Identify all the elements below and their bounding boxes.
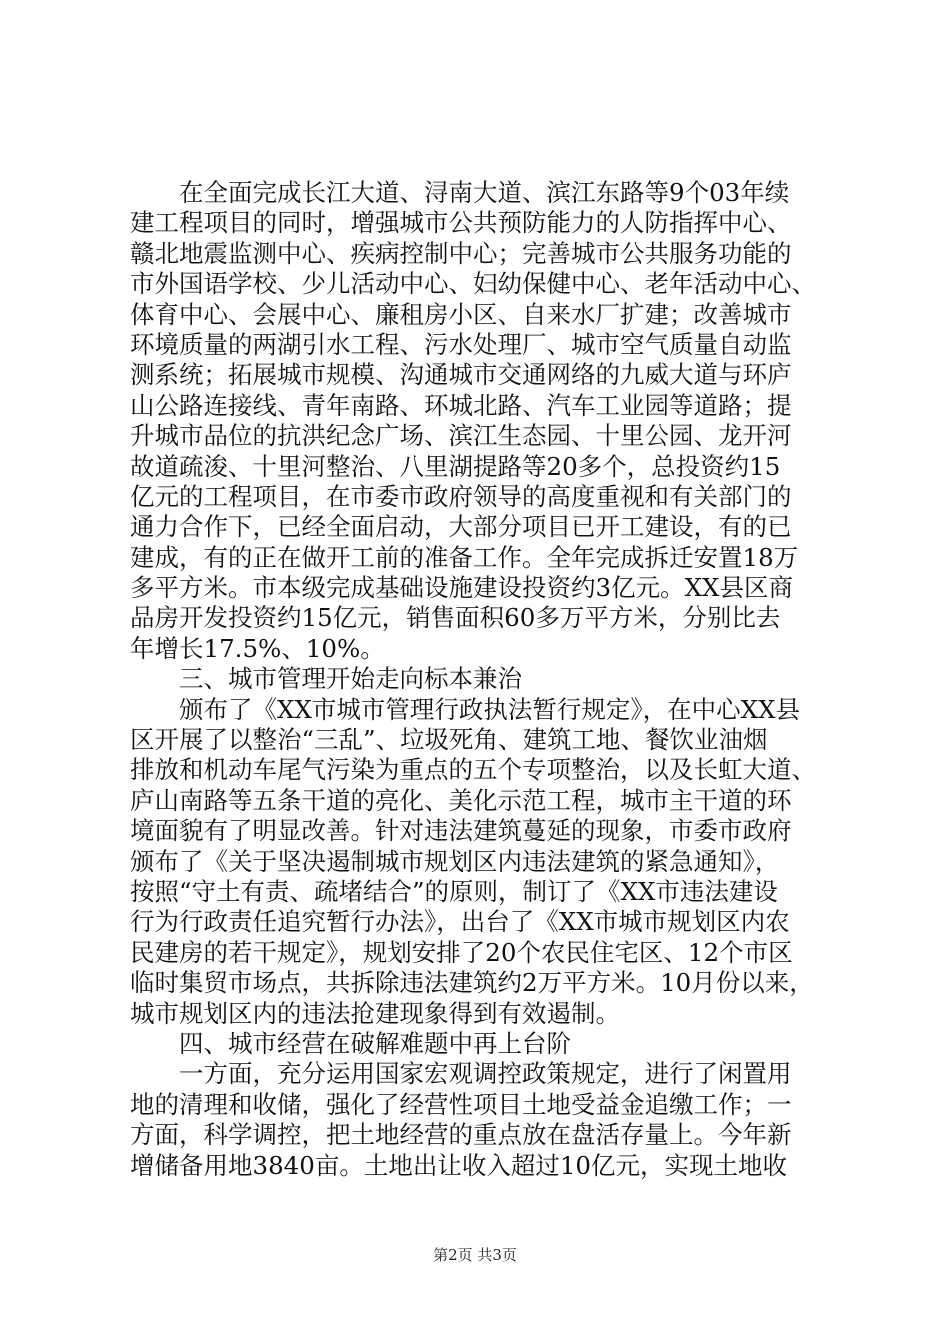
text-line: 增储备用地3840亩。土地出让收入超过10亿元，实现土地收: [130, 1150, 788, 1180]
text-line: 颁布了《XX市城市管理行政执法暂行规定》，在中心XX县: [130, 694, 801, 724]
text-line: 庐山南路等五条干道的亮化、美化示范工程，城市主干道的环: [130, 785, 792, 815]
text-line: 市外国语学校、少儿活动中心、妇幼保健中心、老年活动中心、: [130, 269, 816, 299]
text-line: 排放和机动车尾气污染为重点的五个专项整治，以及长虹大道、: [130, 755, 816, 785]
text-line: 行为行政责任追究暂行办法》，出台了《XX市城市规划区内农: [130, 907, 790, 937]
text-line: 故道疏浚、十里河整治、八里湖提路等20多个，总投资约15: [130, 451, 781, 481]
text-line: 亿元的工程项目，在市委市政府领导的高度重视和有关部门的: [130, 481, 792, 511]
text-line: 按照“守土有责、疏堵结合”的原则，制订了《XX市违法建设: [130, 876, 778, 906]
text-line: 地的清理和收储，强化了经营性项目土地受益金追缴工作；一: [130, 1089, 792, 1119]
text-line: 民建房的若干规定》，规划安排了20个农民住宅区、12个市区: [130, 937, 793, 967]
text-line: 山公路连接线、青年南路、环城北路、汽车工业园等道路；提: [130, 390, 792, 420]
text-line: 体育中心、会展中心、廉租房小区、自来水厂扩建；改善城市: [130, 299, 792, 329]
text-line: 品房开发投资约15亿元，销售面积60多万平方米，分别比去: [130, 603, 781, 633]
text-line: 环境质量的两湖引水工程、污水处理厂、城市空气质量自动监: [130, 329, 792, 359]
text-line: 四、城市经营在破解难题中再上台阶: [130, 1028, 571, 1058]
text-line: 测系统；拓展城市规模、沟通城市交通网络的九威大道与环庐: [130, 360, 792, 390]
text-line: 通力合作下，已经全面启动，大部分项目已开工建设，有的已: [130, 512, 792, 542]
text-line: 建成，有的正在做开工前的准备工作。全年完成拆迁安置18万: [130, 542, 799, 572]
text-line: 多平方米。市本级完成基础设施建设投资约3亿元。XX县区商: [130, 573, 793, 603]
text-line: 临时集贸市场点，共拆除违法建筑约2万平方米。10月份以来，: [130, 968, 814, 998]
text-line: 年增长17.5%、10%。: [130, 633, 385, 663]
text-line: 境面貌有了明显改善。针对违法建筑蔓延的现象，市委市政府: [130, 816, 792, 846]
text-line: 三、城市管理开始走向标本兼治: [130, 664, 522, 694]
text-line: 一方面，充分运用国家宏观调控政策规定，进行了闲置用: [130, 1059, 792, 1089]
text-line: 建工程项目的同时，增强城市公共预防能力的人防指挥中心、: [130, 208, 792, 238]
text-line: 升城市品位的抗洪纪念广场、滨江生态园、十里公园、龙开河: [130, 421, 792, 451]
text-line: 在全面完成长江大道、浔南大道、滨江东路等9个03年续: [130, 178, 790, 207]
text-line: 方面，科学调控，把土地经营的重点放在盘活存量上。今年新: [130, 1120, 792, 1150]
text-line: 赣北地震监测中心、疾病控制中心；完善城市公共服务功能的: [130, 238, 792, 268]
text-line: 区开展了以整治“三乱”、垃圾死角、建筑工地、餐饮业油烟: [130, 725, 768, 755]
document-body: [130, 178, 835, 1181]
text-line: 颁布了《关于坚决遏制城市规划区内违法建筑的紧急通知》，: [130, 846, 780, 876]
text-line: 城市规划区内的违法抢建现象得到有效遏制。: [130, 998, 620, 1028]
page-footer: 第2页 共3页: [433, 1246, 517, 1264]
